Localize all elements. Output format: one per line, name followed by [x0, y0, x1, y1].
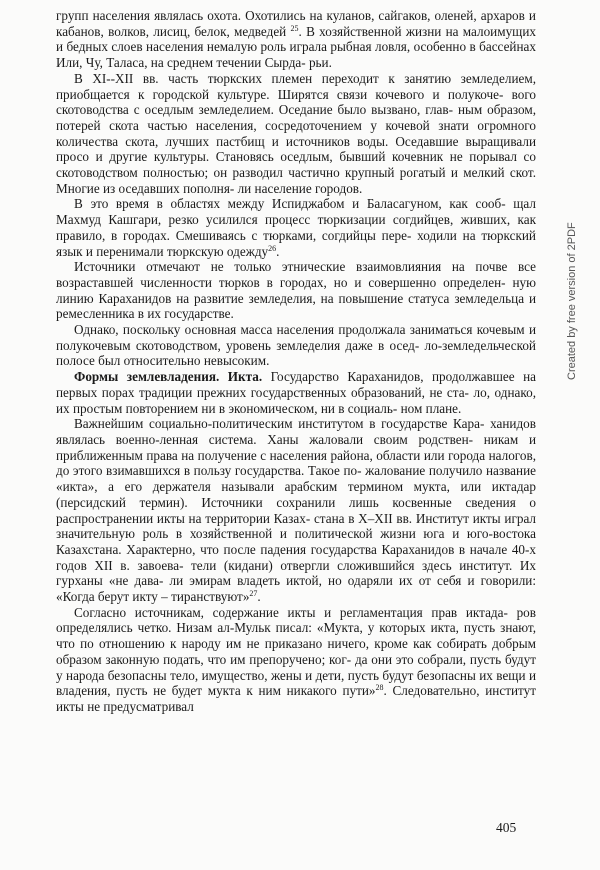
text-line: кочевым и полукочевым скотоводством, уровень земледелия даже в осед-: [56, 322, 537, 353]
footnote-ref: 26: [268, 243, 277, 253]
paragraph: [56, 71, 536, 197]
text-line: пусть знают, что по отношению к народу им не приказано ничего, кроме: [56, 620, 536, 652]
footnote-ref: 28: [375, 683, 384, 693]
paragraph: [56, 369, 536, 416]
text-line: как собирать добрым образом законную подать, что им препоручено; ког-: [56, 636, 536, 667]
paragraph: [56, 259, 536, 322]
paragraph: [56, 605, 536, 715]
text-after-footnote: . В хозяйственной жизни: [298, 23, 446, 39]
text-line: никам и приближенным права на получение с населения района, области: [56, 431, 536, 463]
text-line: ли эмирам владеть иктой, но одаряли их от себя и говорили: «Когда берут: [56, 573, 537, 605]
text-line: ным образом, потерей скота частью населения, сосредоточением у кочевой: [56, 102, 536, 133]
text-line: лишь косвенные сведения о распространении икты на территории Казах-: [56, 494, 536, 526]
text-line: стана в X–XII вв. Институт икты играл значительную роль в хозяйственной: [56, 510, 537, 542]
text-line: ном плане.: [400, 400, 462, 416]
paragraph: [56, 8, 536, 71]
text-line: ло, однако, их простым повторением ни в экономическом, ни в социаль-: [56, 384, 537, 416]
text-line: и политической жизни юга и юго-востока Казахстана. Характерно, что: [56, 526, 536, 557]
text-line: Источники отмечают не только этнические взаимовлияния на почве все: [74, 259, 536, 275]
text-line: термином мукта, или иктадар (персидский термин). Источники сохранили: [56, 479, 536, 510]
page-number: 405: [496, 820, 517, 835]
text-line: тели (кидани) отвергли сложившийся здесь институт. Их гурханы «не дава-: [56, 557, 536, 589]
text-line: ханидов являлась военно-ленная система. Ханы жаловали своим родствен-: [56, 416, 536, 447]
text-line: живших, как правило, в городах. Смешиваясь с тюрками, согдийцы пере-: [56, 212, 536, 243]
text-line: групп населения являлась охота. Охотились на куланов, сайгаков, оленей,: [56, 8, 481, 23]
text-line: архаров и кабанов, волков, лисиц, белок, медведей: [56, 8, 536, 39]
text-line: возраставшей численности тюрков в городах, но и совершенно определен-: [56, 274, 513, 290]
text-line: частично крупный рогатый и мелкий скот. Многие из оседавших пополня-: [56, 165, 536, 196]
text-after-footnote: .: [257, 589, 261, 605]
text-line: на первых порах традиции прежних государственных образований, не ста-: [56, 369, 536, 400]
text-line: В XI--XII вв. часть тюркских племен переходит к занятию земледелием,: [74, 70, 536, 86]
text-line: на малоимущих и бедных слоев населения немалую роль играла рыбная: [56, 23, 536, 55]
paragraph: [56, 416, 536, 604]
text-line: ную линию Караханидов на развитие земледелия, на повышение статуса: [56, 274, 536, 306]
text-after-footnote: . Следовательно, институт икты не предусматривал: [56, 683, 536, 714]
text-line: вого скотоводства с оседлым земледелием. Оседание было вызвано, глав-: [56, 86, 536, 118]
text-line: ходили на тюркский язык и перенимали тюркскую одежду: [56, 227, 536, 259]
section-heading: Формы землевладения. Икта.: [74, 369, 263, 385]
paragraph: [56, 196, 536, 259]
text-after-footnote: .: [276, 243, 280, 259]
text-line: да они это собрали, пусть будут у народа безопасны тело, имущество, жены: [56, 651, 536, 683]
text-line: ловля, особенно в бассейнах Или, Чу, Таласа, на среднем течении Сырда-: [56, 39, 536, 71]
text-line: жалование получило название «икта», а его держателя называли арабским: [56, 463, 536, 495]
text-line: или города налогов, до этого взимавшихся в пользу государства. Такое по-: [56, 447, 537, 479]
text-line: приобщается к городской культуре. Ширятся связи кочевого и полукоче-: [56, 86, 512, 102]
text-line: и дети, пусть будут безопасны их вещи и владения, пусть не будет мукта к: [56, 667, 536, 699]
text-line: икту – тиранствуют»: [132, 589, 250, 605]
text-line: знати огромного количества скота, лучших пастбищ и источников воды.: [56, 117, 536, 149]
footnote-ref: 25: [290, 23, 299, 33]
text-line: Согласно источникам, содержание икты и регламентация прав иктада-: [74, 604, 517, 620]
text-line: ли население городов.: [237, 180, 363, 196]
text-line: В это время в областях между Испиджабом и Баласагуном, как сооб-: [74, 196, 514, 212]
text-line: земледельца и ремесленника в их государстве.: [56, 290, 536, 322]
text-line: Важнейшим социально-политическим институтом в государстве Кара-: [74, 416, 491, 432]
watermark: Created by free version of 2PDF: [566, 222, 578, 380]
text-line: ров определялись четко. Низам ал-Мульк писал: «Мукта, у которых икта,: [56, 604, 536, 636]
text-line: рьи.: [308, 55, 332, 71]
text-line: Однако, поскольку основная масса населения продолжала заниматься: [74, 322, 477, 338]
paragraph: [56, 322, 536, 369]
text-line: после падения государства Караханидов в начале 40-х годов XII в. завоева-: [56, 541, 536, 573]
footnote-ref: 27: [249, 589, 258, 599]
text-line: Оседавшие выращивали просо и другие культуры. Становясь оседлым,: [56, 133, 536, 165]
body-text: [56, 8, 536, 715]
text-line: ло-земледельческой полосе был относительно невысоким.: [56, 337, 536, 369]
text-line: ним никакого пути»: [258, 683, 376, 699]
text-line: Государство Караханидов, продолжавшее: [262, 369, 524, 385]
text-line: щал Махмуд Кашгари, резко усилился процесс тюркизации согдийцев,: [56, 196, 536, 228]
text-line: бывший кочевник не порывал со скотоводством полностью; он разводил: [56, 149, 537, 181]
